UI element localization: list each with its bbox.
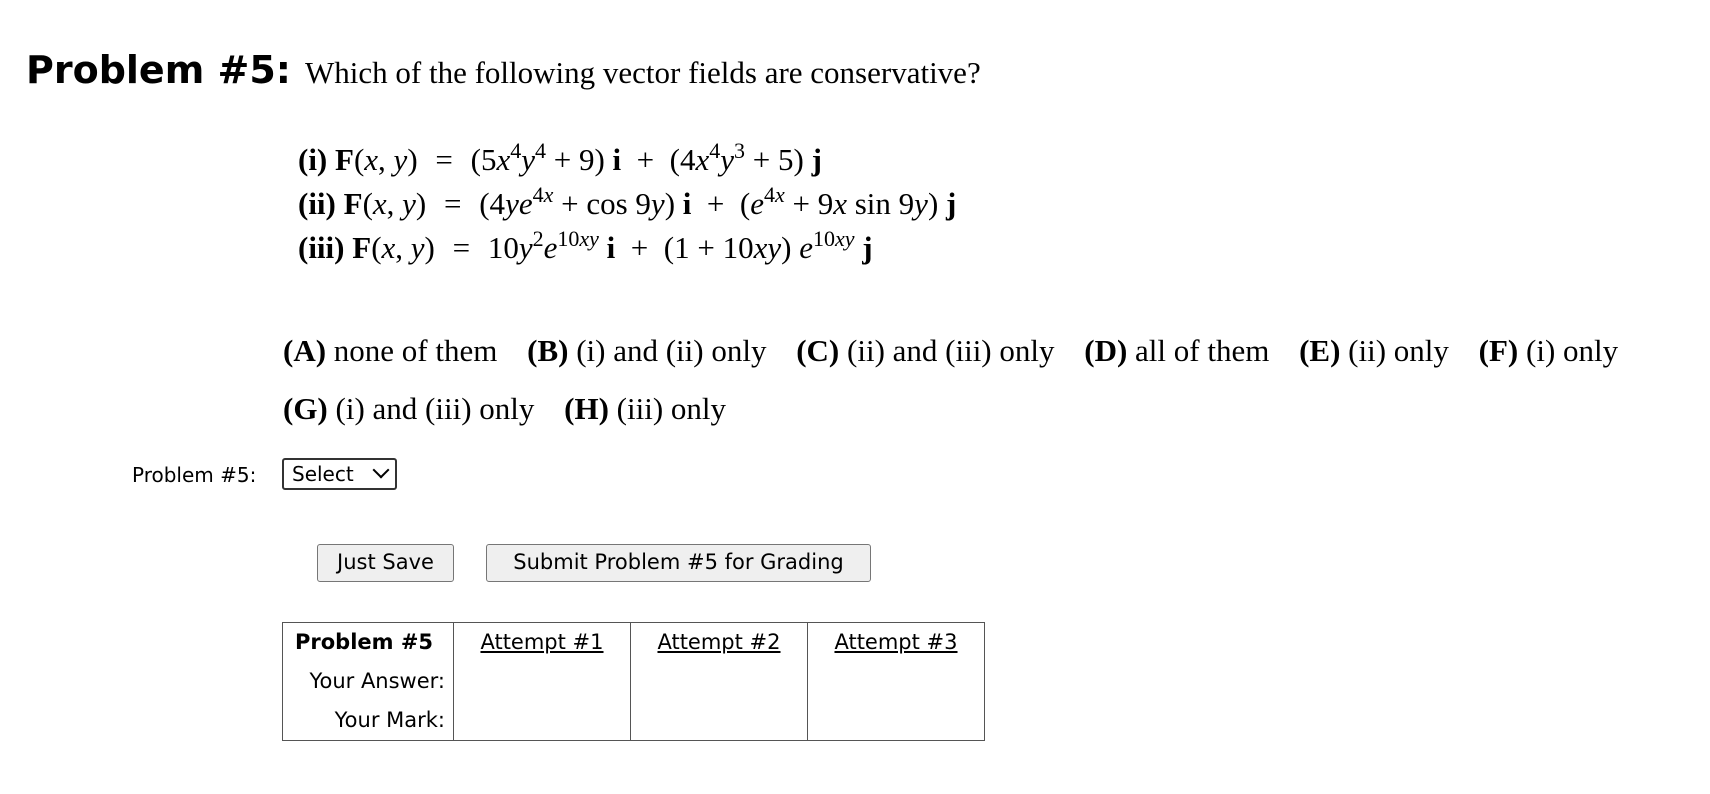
field-lhs: F(x, y) [343,186,427,221]
answer-row-label: Problem #5: [132,463,257,487]
your-mark-label: Your Mark: [334,708,445,732]
answer-select-value: Select [292,462,354,486]
field-rhs: $(5x^4y^4 + 9) i + (4x^4y^3 + 5)$ j [470,137,822,177]
attempt-link-3[interactable]: Attempt #3 [834,630,958,654]
field-lhs: F(x, y) [335,142,418,177]
problem-question: Which of the following vector fields are conservative? [305,55,981,90]
field-rhs: $10y^2e^{10xy}$ i + (1 + 10xy) $e^{10xy}$ j [487,225,873,265]
vector-field-ii: (ii) F(x, $y) = (4ye^{4x} + \cos 9y) i + (e^{4x} + 9x$ sin 9y) j [298,181,957,221]
vector-fields-list [298,138,956,270]
field-rhs: $(4ye^{4x} + \cos 9y) i + (e^{4x} + 9x$ sin 9y) j [479,181,957,221]
answer-choices [283,322,1640,438]
attempt-column-3 [808,623,985,741]
choice-line-2 [283,380,1640,438]
vector-field-i: (i) F(x, $y) = (5x^4y^4 + 9) i + (4x^4y^3 + 5)$ j [298,137,822,177]
attempts-table [282,622,985,741]
attempt-link-2[interactable]: Attempt #2 [657,630,781,654]
your-answer-label: Your Answer: [309,669,445,693]
answer-select[interactable] [282,458,397,490]
vector-field-iii: (iii) F(x, $y) = 10y^2e^{10xy}$ i + (1 + 10xy) $e^{10xy}$ j [298,225,873,265]
field-label: (iii) [298,230,345,265]
attempts-row-header [283,623,454,741]
problem-heading [26,48,981,92]
submit-for-grading-button[interactable]: Submit Problem #5 for Grading [486,544,871,582]
attempts-table-title: Problem #5 [295,630,434,654]
chevron-down-icon [373,462,390,479]
choice-f: (F) (i) only [1478,333,1619,368]
field-lhs: F(x, y) [352,230,435,265]
attempt-column-1 [454,623,631,741]
choice-h: (H) (iii) only [564,391,727,426]
just-save-button[interactable]: Just Save [317,544,454,582]
attempt-column-2 [631,623,808,741]
problem-label: Problem #5: [26,48,291,92]
field-label: (ii) [298,186,336,221]
choice-line-1 [283,322,1640,380]
choice-d: (D) all of them [1084,333,1270,368]
choice-e: (E) (ii) only [1299,333,1449,368]
choice-g: (G) (i) and (iii) only [283,391,535,426]
choice-a: (A) none of them [283,333,498,368]
field-label: (i) [298,142,328,177]
choice-b: (B) (i) and (ii) only [527,333,767,368]
attempt-link-1[interactable]: Attempt #1 [480,630,604,654]
choice-c: (C) (ii) and (iii) only [796,333,1055,368]
